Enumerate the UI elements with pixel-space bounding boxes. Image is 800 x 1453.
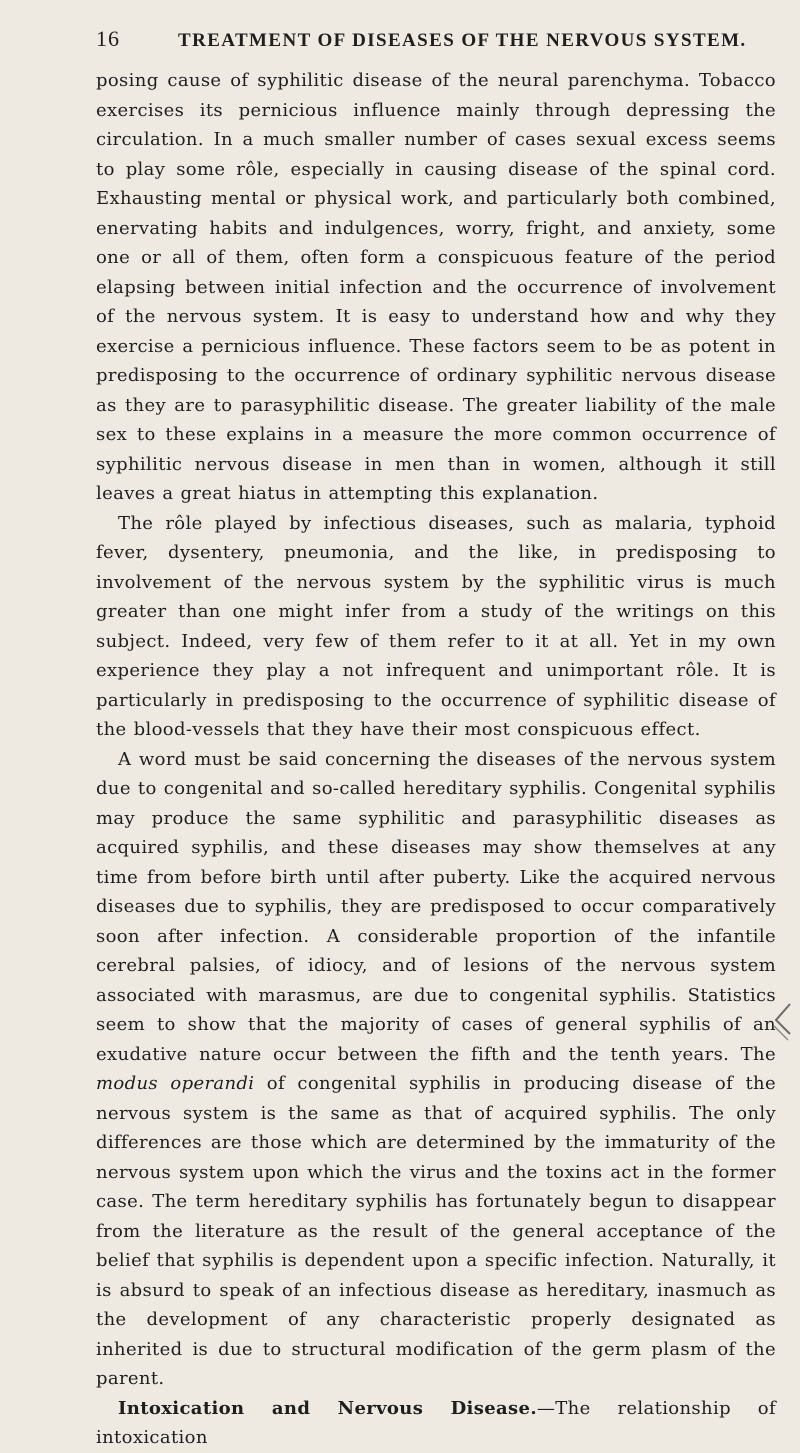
body-text xyxy=(96,66,776,1453)
running-head xyxy=(96,26,776,62)
paragraph-intoxication xyxy=(96,1394,776,1453)
paragraph-text-part: of congenital syphilis in producing disease of the nervous system is the same as that of acquired syphilis. The only differences are those which are determined by the immaturity of the nervous system upon which the virus and the toxins act in the former case. The term hereditary syphilis has fortunately begun to disappear from the literature as the result of the general acceptance of the belief that syphilis is dependent upon a specific infection. Naturally, it is absurd to speak of an infectious disease as hereditary, inasmuch as the development of any characteristic properly designated as inherited is due to structural modification of the germ plasm of the parent. xyxy=(96,1073,776,1389)
paragraph-text-part: A word must be said concerning the diseases of the nervous system due to congenital and so-called hereditary syphilis. Congenital syphilis may produce the same syphilitic and parasyphilitic diseases as acquired syphilis, and these diseases may show themselves at any time from before birth until after puberty. Like the acquired nervous diseases due to syphilis, they are predisposed to occur comparatively soon after infection. A considerable proportion of the infantile cerebral palsies, of idiocy, and of lesions of the nervous system associated with marasmus, are due to congenital syphilis. Statistics seem to show that the majority of cases of general syphilis of an exudative nature occur between the fifth and the tenth years. The xyxy=(96,748,776,1065)
paragraph-infectious-diseases: The rôle played by infectious diseases, such as malaria, typhoid fever, dysentery, pneumonia, and the like, in predisposing to involvement of the nervous system by the syphilitic virus is much greater than one might infer from a study of the writings on this subject. Indeed, very few of them refer to it at all. Yet in my own experience they play a not infrequent and unimportant rôle. It is particularly in predisposing to the occurrence of syphilitic disease of the blood-vessels that they have their most conspicuous effect. xyxy=(96,512,776,740)
page-number: 16 xyxy=(96,26,120,51)
section-heading: Intoxication and Nervous Disease. xyxy=(118,1397,537,1419)
paragraph-tobacco: posing cause of syphilitic disease of the neural parenchyma. Tobacco exercises its pernicious influence mainly through depressing the circulation. In a much smaller number of cases sexual excess seems to play some rôle, especially in causing disease of the spinal cord. Exhausting mental or physical work, and particularly both combined, enervating habits and indulgences, worry, fright, and anxiety, some one or all of them, often form a conspicuous feature of the period elapsing between initial infection and the occurrence of involvement of the nervous system. It is easy to understand how and why they exercise a pernicious influence. These factors seem to be as potent in predisposing to the occurrence of ordinary syphilitic nervous disease as they are to parasyphilitic disease. The greater liability of the male sex to these explains in a measure the more common occurrence of syphilitic nervous disease in men than in women, although it still leaves a great hiatus in attempting this explanation. xyxy=(96,70,776,504)
paragraph-congenital-syphilis xyxy=(96,745,776,1394)
running-title: TREATMENT OF DISEASES OF THE NERVOUS SYSTEM. xyxy=(178,30,747,51)
italic-term: modus operandi xyxy=(96,1073,255,1094)
paragraph-text-part: —The relationship of intoxication xyxy=(96,1397,777,1448)
pencil-mark-icon xyxy=(768,1000,794,1050)
